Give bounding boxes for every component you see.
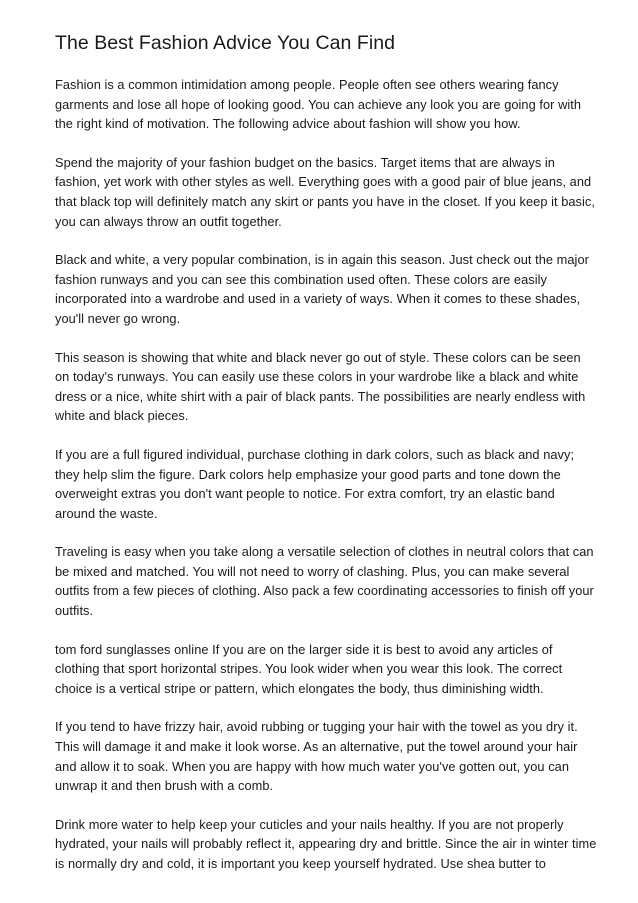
paragraph-traveling: Traveling is easy when you take along a versatile selection of clothes in neutral colors that can be mixed and matched. You will not need to worry of clashing. Plus, you can make several outfits from a few pieces of clothing. Also pack a few coordinating accessories to finish off your outfits. xyxy=(55,544,594,619)
paragraph-hydration: Drink more water to help keep your cuticles and your nails healthy. If you are not properly hydrated, your nails will probably reflect it, appearing dry and brittle. Since the air in winter time is normally dry and cold, it is important you keep yourself hydrated. Use shea butter to xyxy=(55,816,597,871)
paragraph-stripes: tom ford sunglasses online If you are on the larger side it is best to avoid any articles of clothing that sport horizontal stripes. You look wider when you wear this look. The correct choice is a vertical stripe or pattern, which elongates the body, thus diminishing width. xyxy=(55,641,563,696)
paragraph-full-figured: If you are a full figured individual, purchase clothing in dark colors, such as black and navy; they help slim the figure. Dark colors help emphasize your good parts and tone down the overweight extras you don't want people to notice. For extra comfort, try an elastic band around the waste. xyxy=(55,446,575,521)
paragraph-intro: Fashion is a common intimidation among people. People often see others wearing fancy garments and lose all hope of looking good. You can achieve any look you are going for with the right kind of motivation. The following advice about fashion will show you how. xyxy=(55,77,582,132)
paragraph-black-and-white: Black and white, a very popular combination, is in again this season. Just check out the major fashion runways and you can see this combination used often. These colors are easily incorporated into a wardrobe and used in a variety of ways. When it comes to these shades, you'll never go wrong. xyxy=(55,252,589,326)
paragraph-basics: Spend the majority of your fashion budget on the basics. Target items that are always in fashion, yet work with other styles as well. Everything goes with a good pair of blue jeans, and that black top will definitely match any skirt or pants you have in the closet. If you keep it basic, you can always throw an outfit together. xyxy=(55,154,595,229)
paragraph-frizzy-hair: If you tend to have frizzy hair, avoid rubbing or tugging your hair with the towel as you dry it. This will damage it and make it look worse. As an alternative, put the towel around your hair and allow it to soak. When you are happy with how much water you've gotten out, you can unwrap it and then brush with a comb. xyxy=(55,719,578,794)
paragraph-style-season: This season is showing that white and black never go out of style. These colors can be seen on today's runways. You can easily use these colors in your wardrobe like a black and white dress or a nice, white shirt with a pair of black pants. The possibilities are nearly endless with white and black pieces. xyxy=(55,349,586,424)
page-title: The Best Fashion Advice You Can Find xyxy=(55,32,396,54)
